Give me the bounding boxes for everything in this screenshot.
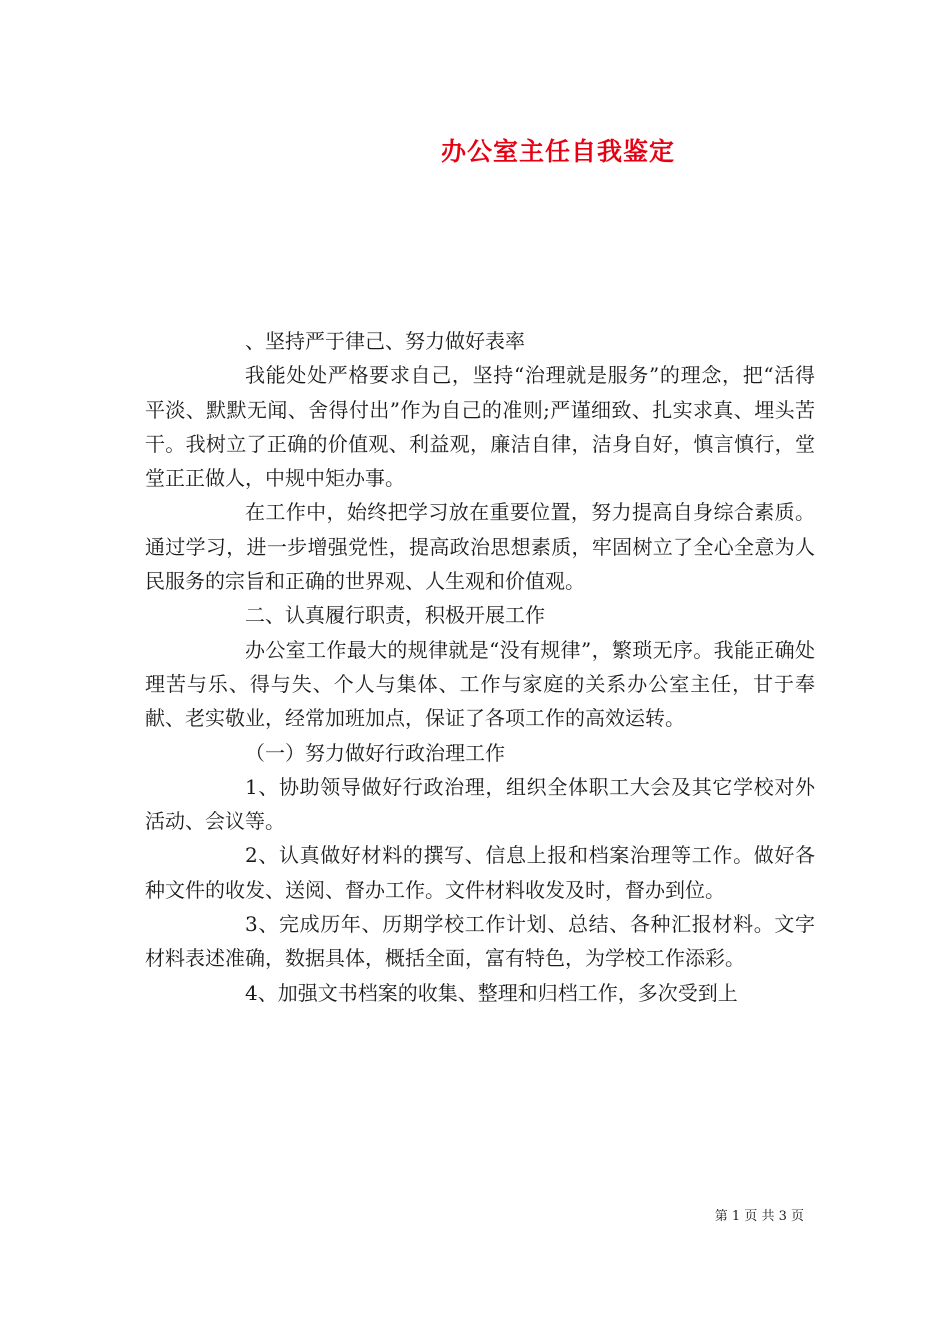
list-item: 1、协助领导做好行政治理，组织全体职工大会及其它学校对外活动、会议等。: [145, 774, 815, 834]
section-heading: 二、认真履行职责，积极开展工作: [245, 603, 545, 628]
subsection-heading: （一）努力做好行政治理工作: [245, 740, 505, 765]
paragraph: 、坚持严于律己、努力做好表率: [245, 329, 525, 353]
paragraph: 办公室工作最大的规律就是“没有规律”，繁琐无序。我能正确处理苦与乐、得与失、个人与集体、工作与家庭的关系办公室主任，甘于奉献、老实敬业，经常加班加点，保证了各项工作的高效运转。: [145, 637, 815, 731]
page-number-footer: 第 1 页 共 3 页: [714, 1209, 804, 1224]
document-title: 办公室主任自我鉴定: [440, 137, 675, 166]
paragraph: 在工作中，始终把学习放在重要位置，努力提高自身综合素质。通过学习，进一步增强党性，提高政治思想素质，牢固树立了全心全意为人民服务的宗旨和正确的世界观、人生观和价值观。: [145, 500, 815, 594]
document-body: [145, 324, 815, 1010]
list-item: 2、认真做好材料的撰写、信息上报和档案治理等工作。做好各种文件的收发、送阅、督办工作。文件材料收发及时，督办到位。: [145, 843, 815, 902]
list-item: 3、完成历年、历期学校工作计划、总结、各种汇报材料。文字材料表述准确，数据具体，概括全面，富有特色，为学校工作添彩。: [145, 912, 815, 971]
list-item: 4、加强文书档案的收集、整理和归档工作，多次受到上: [245, 980, 738, 1005]
paragraph: 我能处处严格要求自己，坚持“治理就是服务”的理念，把“活得平淡、默默无闻、舍得付出”作为自己的准则;严谨细致、扎实求真、埋头苦干。我树立了正确的价值观、利益观，廉洁自律，洁身自好，慎言慎行，堂堂正正做人，中规中矩办事。: [145, 363, 815, 491]
